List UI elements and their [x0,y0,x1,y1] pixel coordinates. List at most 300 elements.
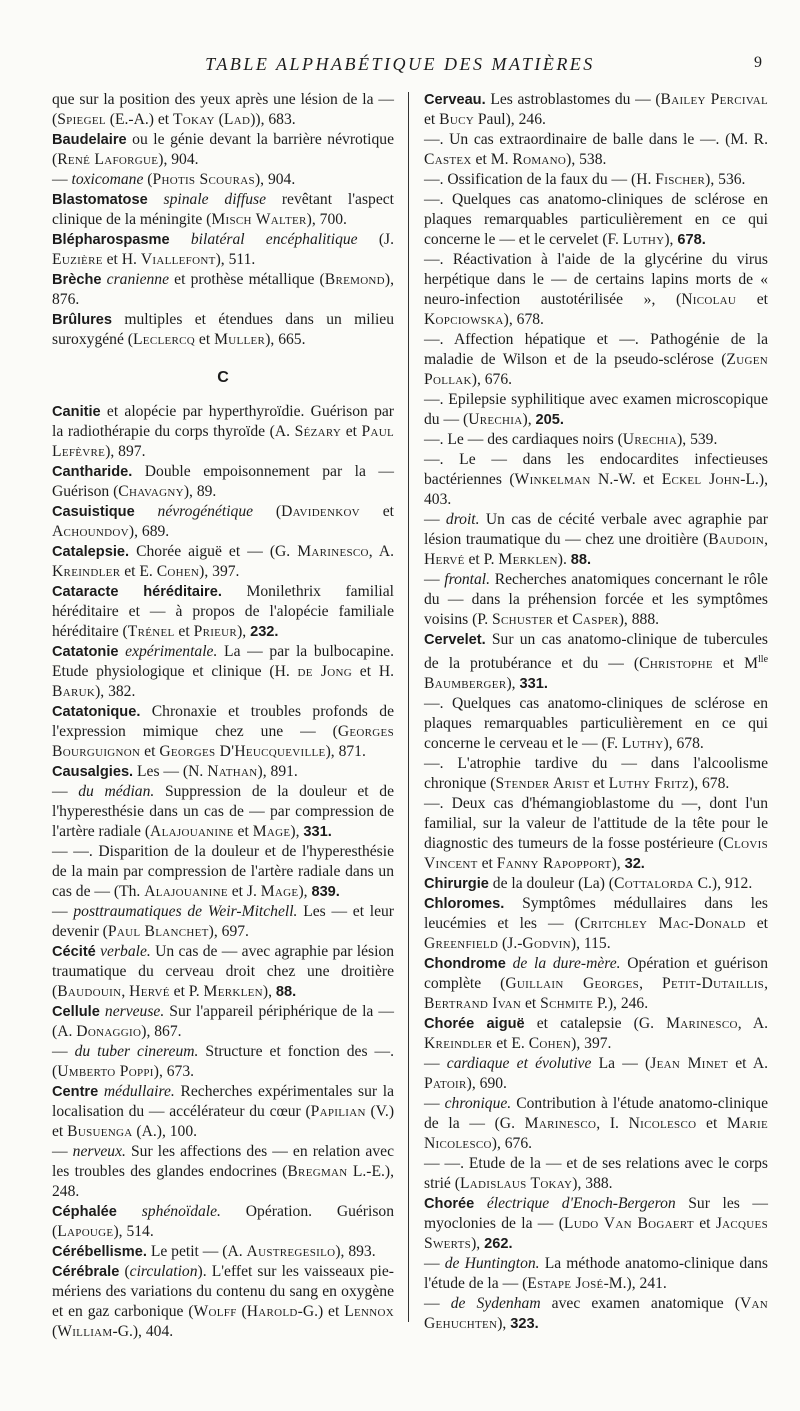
author-name: Winkelman [514,471,591,488]
author-name: Patoir [424,1075,467,1093]
entry-text: de Huntington. [444,1255,540,1273]
author-name: Fischer [655,171,706,188]
author-name: Trénel [127,623,175,640]
entry-text: , [764,531,768,548]
entry-text: spinale diffuse [163,191,267,208]
entry-text: — [52,1143,73,1160]
entry-text: et H. [352,663,394,680]
index-entry [52,462,394,502]
entry-text: ), 904. [158,151,199,168]
entry-text: P.), 246. [593,995,649,1013]
left-column [52,90,394,1342]
entry-text: Le petit — (A. [146,1243,247,1260]
index-entry [52,942,394,1002]
entry-text: )), 683. [250,111,296,128]
entry-text: ), 397. [571,1035,612,1053]
entry-text: et [745,915,768,933]
author-name: Castex [424,151,472,168]
author-name: Bregman [287,1163,348,1180]
entry-text: chronique. [444,1095,512,1113]
entry-text: multiples et étendues dans un milieu suroxygéné ( [52,311,394,348]
entry-text: et E. [120,563,157,580]
author-name: Christophe [639,655,713,673]
page-reference: 678. [677,232,706,248]
entry-text: et M [712,655,759,673]
author-name: Mage [252,823,291,840]
page-reference: 88. [275,984,297,1000]
entry-headword: Cécité [52,944,96,960]
author-name: Paul Blanchet [107,923,209,940]
author-name: Cottalorda [614,875,694,893]
author-name: Estape José [527,1275,604,1293]
entry-headword: Cervelet. [424,632,486,648]
author-name: Tokay [172,111,215,128]
entry-headword: Cérébellisme. [52,1244,147,1260]
author-name: Baudoin [708,531,765,548]
entry-text: et [424,111,440,128]
entry-text: ). [557,551,571,568]
entry-text: ), [298,883,312,900]
index-entry [52,190,394,230]
entry-text: Les — (N. [133,763,208,780]
index-entry [424,510,768,570]
entry-text: -L.), 403. [424,471,768,508]
entry-text: Opération. Guérison ( [52,1203,394,1240]
entry-text [506,955,513,972]
author-name: Marinesco [524,1115,597,1133]
author-name: Kreindler [424,1035,493,1053]
index-entry [52,1002,394,1042]
entry-text: —. Quelques cas anatomo-cliniques de sclérose en plaques remarquables particulièrement en ce qui concerne le cerveau et le — (F. [424,695,768,753]
entry-text: (E.-A.) et [105,111,173,128]
entry-text: ), [497,1315,511,1333]
entry-headword: Catalepsie. [52,544,130,560]
author-name: Merklen [498,551,558,568]
entry-text: , [121,983,130,1000]
right-entries [424,90,768,1334]
index-entry [424,694,768,754]
index-entry [52,762,394,782]
left-entries-after [52,402,394,1342]
entry-text: verbale. [100,943,151,960]
section-letter: C [217,369,229,386]
entry-text: , [639,975,663,993]
entry-text: (A.), 100. [132,1123,198,1140]
entry-text: ), 115. [570,935,611,953]
author-name: Greenfield [424,935,499,953]
entry-text: Sur un cas anatomo-clinique de tubercules de la protubérance et du — ( [424,631,768,673]
index-entry [52,310,394,350]
author-name: Fanny Rapopport [496,855,612,873]
author-name: Euzière [52,251,103,268]
entry-headword: Cerveau. [424,92,486,108]
entry-text: et prothèse métallique ( [169,271,325,288]
author-name: Marinesco [666,1015,738,1033]
entry-text: ), 871. [325,743,366,760]
entry-text: et [553,611,573,628]
entry-text: Paul), 246. [473,111,546,128]
entry-text: Contribution à l'étude anatomo-clinique de la — (G. [424,1095,769,1133]
index-entry [52,170,394,190]
index-entry [52,1142,394,1202]
entry-text: Un cas de — avec agraphie par lésion traumatique du cerveau droit chez une droitière ( [52,943,395,1000]
entry-text: Structure et fonction des —. ( [52,1043,394,1080]
author-name: Lapouge [57,1223,114,1240]
entry-text: ), 676. [471,371,513,388]
index-entry [52,902,394,942]
index-entry [52,1202,394,1242]
entry-text: ), 676. [491,1135,533,1153]
entry-text: , I. [596,1115,629,1133]
entry-text: médullaire. [103,1083,175,1100]
entry-text [148,191,164,208]
author-name: Luthy Fritz [608,775,689,793]
entry-text: et P. [464,551,499,568]
index-entry [424,430,768,450]
page-reference: 323. [510,1316,539,1333]
author-name: Austregesilo [246,1243,336,1260]
entry-text: ), 673. [153,1063,195,1080]
author-name: Urechia [468,411,523,428]
running-title: TABLE ALPHABÉTIQUE DES MATIÈRES [205,54,595,74]
entry-text: —. Un cas extraordinaire de balle dans le —. (M. R. [424,131,768,148]
entry-text: ), 511. [215,251,256,268]
entry-text: — [52,903,74,920]
entry-text: ( [236,1303,247,1320]
entry-headword: Chorée aiguë [424,1016,525,1033]
author-name: Alajouanine [144,883,228,900]
index-entry [424,1014,768,1054]
entry-text: nerveux. [72,1143,126,1160]
index-entry [424,90,768,130]
entry-text: —. Deux cas d'hémangioblastome du —, dont l'un familial, sur la valeur de l'attitude de la tête pour le diagnostic des tumeurs de la fosse postérieure ( [424,795,768,853]
author-name: Leclercq [132,331,196,348]
author-name: Schuster [492,611,554,628]
entry-text: ), 904. [254,171,296,188]
page-reference: 232. [250,624,279,640]
entry-text [170,231,191,248]
entry-text: Double empoisonnement par la — Guérison ( [52,463,394,500]
index-entry [424,130,768,170]
entry-text: Symptômes médullaires dans les leucémies et les — ( [424,895,768,933]
author-name: Merklen [203,983,263,1000]
entry-text: électrique d'Enoch-Bergeron [486,1195,676,1213]
entry-headword: Centre [52,1084,99,1100]
entry-text: C.), 912. [693,875,753,893]
entry-text: et H. [102,251,141,268]
author-name: Spiegel [57,111,106,128]
index-entry [52,1242,394,1262]
author-name: Kopciowska [424,311,504,328]
author-name: William [57,1323,113,1340]
entry-text: —. Le — des cardiaques noirs ( [424,431,623,448]
entry-text: ), 700. [306,211,347,228]
entry-text: ), [522,411,536,428]
index-entry [424,874,768,894]
entry-text: et [696,1115,727,1133]
entry-text: — [424,1295,451,1313]
entry-text: Les astroblastomes du — ( [485,91,661,108]
entry-text: et [233,823,253,840]
entry-text: ), 689. [128,523,170,540]
author-name: Papilian [310,1103,366,1120]
entry-headword: Chondrome [424,956,506,973]
entry-text: de Sydenham [450,1295,541,1313]
entry-text: circulation [129,1263,198,1280]
author-name: Harold [246,1303,298,1320]
entry-text: Un cas de cécité verbale avec agraphie par lésion traumatique du — chez une droitière ( [424,511,768,548]
index-entry [424,250,768,330]
index-entry [424,570,768,630]
entry-headword: Cataracte héréditaire. [52,584,222,600]
entry-text: La méthode anatomo-clinique dans l'étude de la — ( [424,1255,768,1293]
entry-text: — [424,571,445,588]
entry-text: —. Le — dans les endocardites infectieuses bactériennes ( [424,451,768,488]
author-name: Achoundov [52,523,129,540]
entry-text: ), 539. [677,431,718,448]
entry-text: ), 538. [566,151,607,168]
entry-text: de la douleur (La) ( [488,875,614,893]
entry-headword: Casuistique [52,504,135,520]
index-entry [52,582,394,642]
entry-text: ), 397. [199,563,240,580]
author-name: Bailey Percival [660,91,768,108]
index-entry [52,402,394,462]
author-name: de Jong [297,663,352,680]
entry-text: — [424,1095,445,1113]
entry-text: Recherches anatomiques concernant le rôle du — dans la préhension forcée et les symptômes voisins (P. [424,571,768,628]
author-name: Chavagny [118,483,184,500]
index-entry [52,130,394,170]
author-name: Guillain Georges [505,975,640,993]
entry-text: et [477,855,497,873]
author-name: Ludo Van Bogaert [563,1215,694,1233]
author-name: Baudouin [57,983,122,1000]
entry-headword: Blastomatose [52,192,148,208]
index-entry [424,794,768,874]
entry-text: droit. [445,511,480,528]
entry-text: ), [506,675,520,693]
entry-text: —. Quelques cas anatomo-cliniques de sclérose en plaques remarquables particulièrement en ce qui concerne le — et le cervelet (F. [424,191,768,248]
entry-text: et [693,1215,716,1233]
index-entry [52,1042,394,1082]
entry-text: ), 897. [105,443,146,460]
entry-headword: Cantharide. [52,464,133,480]
entry-text: et alopécie par hyperthyroïdie. Guérison par la radiothérapie du corps thyroïde (A. [52,403,394,440]
index-entry [424,754,768,794]
entry-text: ), 388. [572,1175,613,1193]
author-name: Schmite [540,995,594,1013]
entry-text: La — par la bulbocapine. Etude physiologique et clinique (H. [52,643,394,680]
entry-text: -M.), 241. [603,1275,667,1293]
author-name: Romano [512,151,567,168]
entry-headword: Causalgies. [52,764,134,780]
entry-text: et catalepsie (G. [524,1015,667,1033]
entry-text: et [140,743,160,760]
entry-headword: Catatonique. [52,704,141,720]
entry-text [135,503,158,520]
author-name: Nicolau [681,291,737,308]
index-entry [52,542,394,582]
entry-text: —. Epilepsie syphilitique avec examen microscopique du — ( [424,391,768,428]
page-reference: 331. [303,824,332,840]
author-name: Kreindler [52,563,121,580]
entry-text: Monilethrix familial héréditaire et — à propos de l'alopécie familiale héréditaire ( [52,583,394,640]
author-name: Petit-Dutaillis [662,975,765,993]
entry-text: Recherches expérimentales sur la localisation du — accélérateur du cœur ( [52,1083,394,1120]
entry-text: et A. [728,1055,768,1073]
entry-text: —. L'atrophie tardive du — dans l'alcoolisme chronique ( [424,755,768,793]
entry-text: Les — et leur devenir ( [52,903,395,940]
entry-text: du tuber cinereum. [74,1043,199,1060]
author-name: Viallefont [140,251,216,268]
author-name: Marie Nicolesco [424,1115,768,1153]
page-reference: 839. [311,884,340,900]
author-name: Wolff [193,1303,237,1320]
entry-text: —. Affection hépatique et —. Pathogénie de la maladie de Wilson et de la pseudo-sclérose ( [424,331,768,368]
entry-text: nerveuse. [104,1003,165,1020]
author-name: Lennox [344,1303,395,1320]
author-name: Nathan [207,763,258,780]
entry-text: — —. Etude de la — et de ses relations avec le corps strié ( [424,1155,768,1193]
author-name: Umberto Poppi [57,1063,154,1080]
entry-text: posttraumatiques de Weir-Mitchell. [73,903,298,920]
entry-text: cardiaque et évolutive [446,1055,592,1073]
entry-text: — [424,1255,445,1273]
index-entry [424,630,768,694]
entry-text: — [424,511,446,528]
entry-text: ), 665. [265,331,306,348]
index-entry [424,894,768,954]
author-name: Marinesco [297,543,369,560]
entry-text: et [521,995,541,1013]
author-name: Cohen [156,563,200,580]
author-name: Mage [260,883,299,900]
entry-text: ( [253,503,282,520]
entry-text: névrogénétique [157,503,254,520]
index-entry [52,1082,394,1142]
index-entry [52,1262,394,1342]
entry-text: Sur l'appareil périphérique de la — (A. [52,1003,394,1040]
entry-text: et [359,503,395,520]
entry-text: ), 893. [335,1243,376,1260]
entry-text: ), 690. [466,1075,507,1093]
entry-headword: Chirurgie [424,876,489,893]
entry-text: ), [471,1235,485,1253]
entry-text: (J. [357,231,395,248]
entry-text: et P. [169,983,204,1000]
author-name: Urechia [622,431,678,448]
entry-text: sphénoïdale. [141,1203,221,1220]
author-name: Clovis Vincent [424,835,768,873]
entry-text: N.-W. et [590,471,662,488]
right-column [424,90,768,1334]
index-entry [424,170,768,190]
author-name: Alajouanine [150,823,234,840]
author-name: Godvin [522,935,571,953]
entry-text: Chronaxie et troubles profonds de l'expression mimique chez une — ( [52,703,394,740]
author-name: Bremond [324,271,385,288]
entry-text: et E. [492,1035,529,1053]
author-name: Baumberger [424,675,507,693]
entry-text: ), [611,855,625,873]
author-name: Prieur [193,623,238,640]
entry-text: lle [758,654,769,665]
entry-text: et [341,423,362,440]
author-name: Casper [572,611,619,628]
author-name: Jean Minet [650,1055,729,1073]
entry-text: Chorée aiguë et — (G. [129,543,298,560]
author-name: Donaggio [76,1023,142,1040]
entry-text: — [52,783,79,800]
page-reference: 205. [535,412,564,428]
page-reference: 88. [570,552,592,568]
column-divider [408,92,409,1322]
index-entry [52,782,394,842]
index-entry [52,702,394,762]
entry-headword: Baudelaire [52,132,127,148]
entry-text: La — ( [591,1055,651,1073]
author-name: Bucy [439,111,474,128]
author-name: Luthy [621,735,664,753]
author-name: Georges D'Heucqueville [159,743,326,760]
entry-text: ), [290,823,304,840]
entry-text: et [736,291,768,308]
entry-text: ), 536. [705,171,746,188]
entry-text: Sur les — myoclonies de la — ( [424,1195,768,1233]
author-name: Critchley Mac-Donald [579,915,746,933]
entry-text: bilatéral encéphalitique [190,231,358,248]
index-entry [424,190,768,250]
entry-text: — [52,1043,75,1060]
entry-text: ), 678. [663,735,704,753]
author-name: Davidenkov [281,503,360,520]
entry-headword: Chloromes. [424,896,505,913]
entry-text: que sur la position des yeux après une lésion de la — ( [52,91,394,128]
author-name: René Laforgue [57,151,159,168]
entry-text: ), [262,983,276,1000]
index-entry [424,1094,768,1154]
author-name: Busuenga [67,1123,133,1140]
entry-headword: Canitie [52,404,101,420]
entry-text: toxicomane [71,171,144,188]
entry-text: et [195,331,215,348]
page-reference: 331. [519,676,548,693]
index-entry [424,1254,768,1294]
entry-headword: Céphalée [52,1204,117,1220]
entry-text: ( [119,1263,130,1280]
entry-text: , [764,975,768,993]
page-header [0,50,800,80]
author-name: Georges Bourguignon [52,723,394,760]
left-entries-before [52,90,394,350]
entry-text: ), 514. [113,1223,154,1240]
entry-headword: Brèche [52,272,102,288]
author-name: Hervé [424,551,465,568]
index-entry [424,1154,768,1194]
entry-text: ), 382. [95,683,136,700]
entry-text: et [174,623,194,640]
entry-headword: Catatonie [52,644,119,660]
entry-text: expérimentale. [125,643,218,660]
entry-text: ou le génie devant la barrière névrotique ( [52,131,394,168]
entry-text: ), 876. [52,271,395,308]
entry-text: , A. [368,543,394,560]
entry-text: ( [143,171,153,188]
entry-text: revêtant l'aspect clinique de la méningite ( [52,191,394,228]
index-entry [52,502,394,542]
entry-text: L.-E.), 248. [52,1163,394,1200]
